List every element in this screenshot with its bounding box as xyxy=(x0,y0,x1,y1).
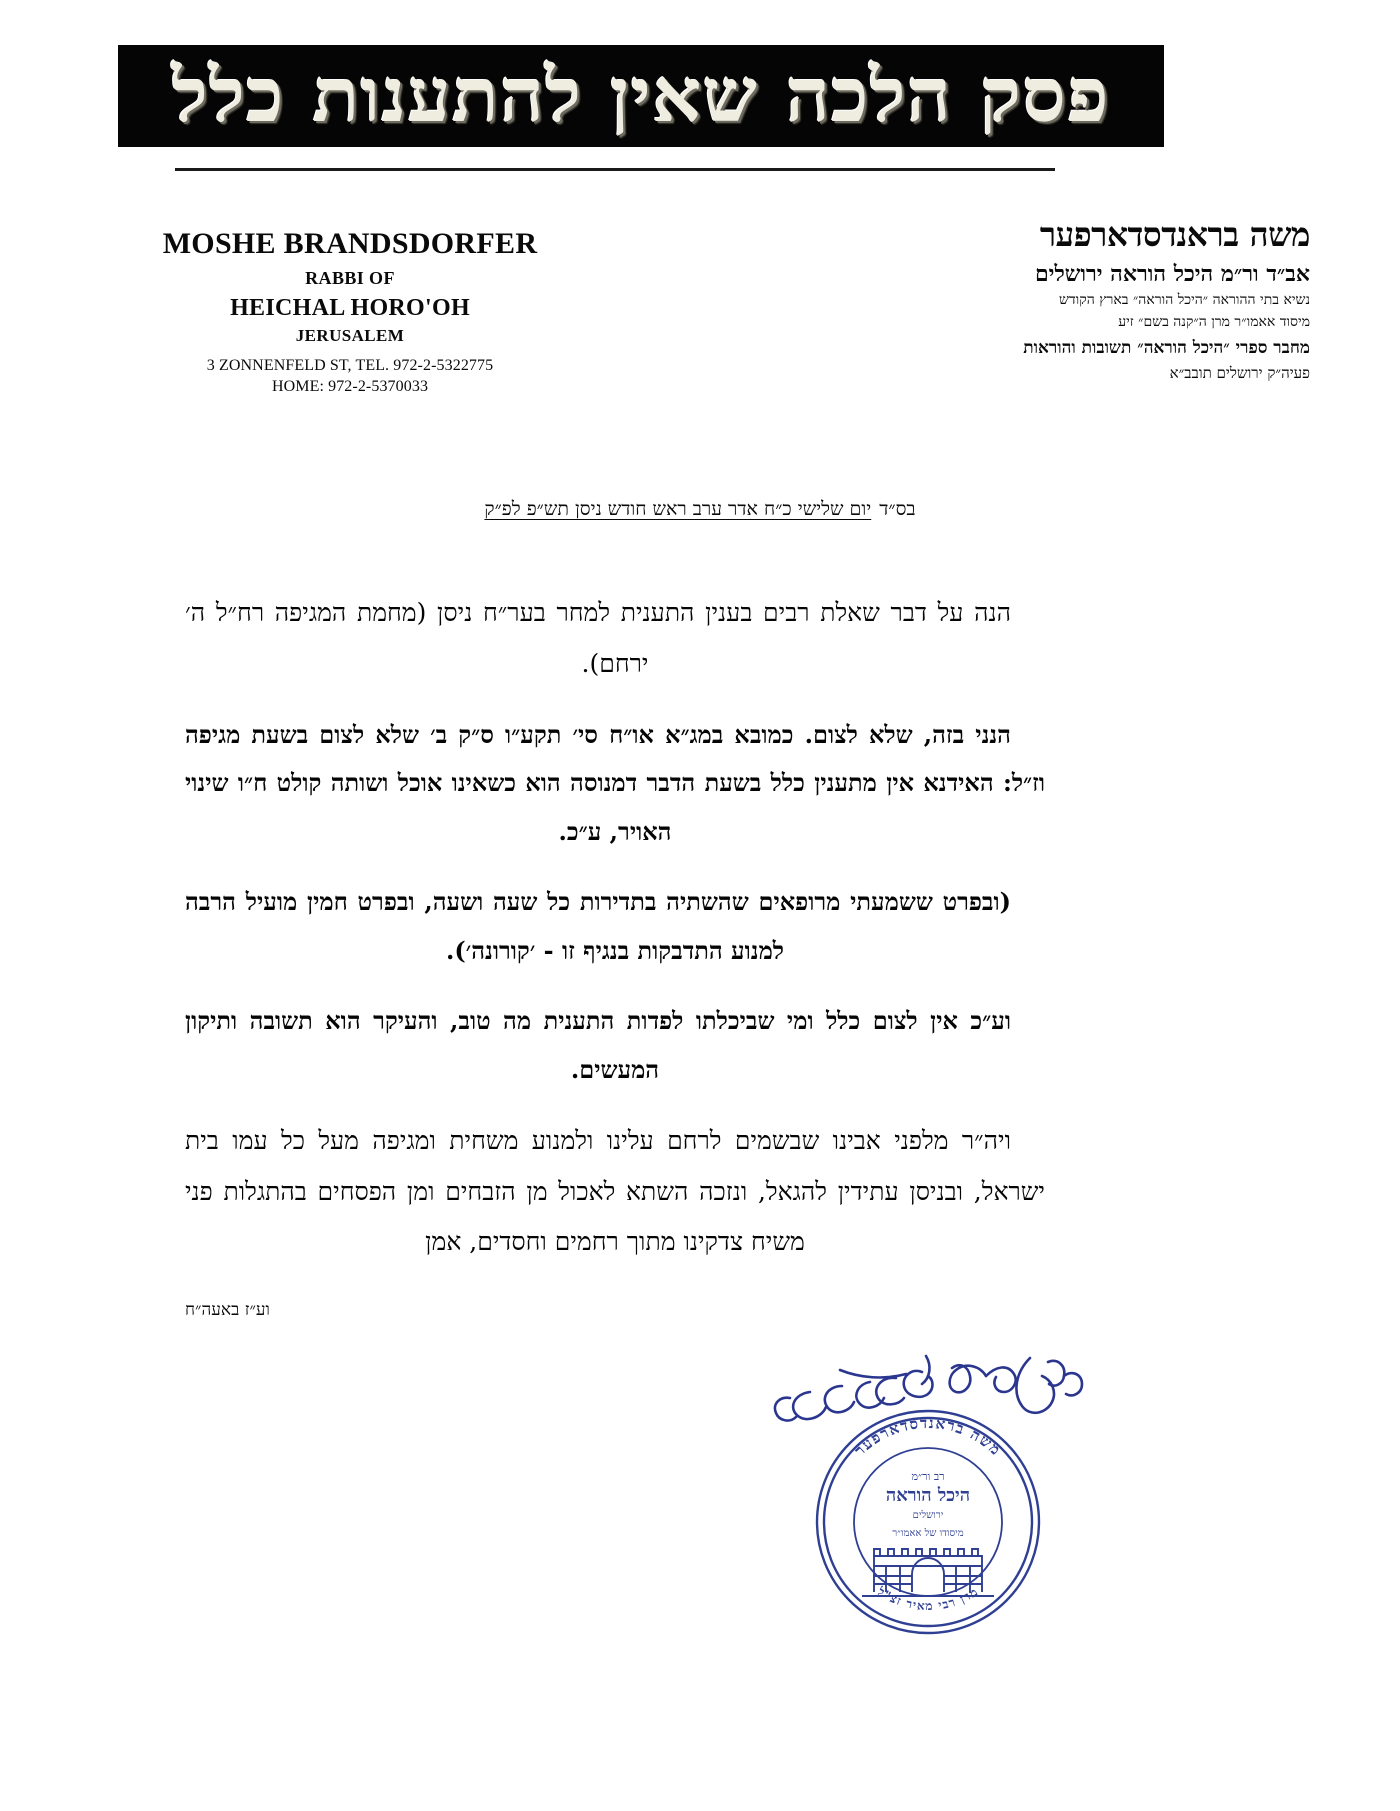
letterhead xyxy=(60,215,1350,405)
stamp-outer-top-text: משה בראנדסדארפער xyxy=(850,1413,1006,1460)
responsum-body xyxy=(185,588,1045,1290)
stamp-inner-top-text: רב ור״מ xyxy=(911,1470,945,1483)
letterhead-english xyxy=(100,227,600,397)
closing-formula: וע״ז באעה״ח xyxy=(185,1300,270,1320)
dateline xyxy=(0,498,1400,521)
paragraph-conclusion: וע״כ אין לצום כלל ומי שביכלתו לפדות התענית מה טוב, והעיקר הוא תשובה ותיקון המעשים. xyxy=(185,1006,1011,1084)
svg-text:משה בראנדסדארפער xyxy=(851,1414,1005,1460)
paragraph-ruling: הנני בזה, שלא לצום. כמובא במג״א או״ח סי׳ תקע״ו ס״ק ב׳ שלא לצום בשעת מגיפה וז״ל: האידנא אין מתענין כלל בשעת הדבר דמנוסה הוא כשאינו אוכל ושותה קולט ח״ו שינוי האויר, ע״כ. xyxy=(185,720,1046,846)
stamp-motto-text: מיסודו של אאמו״ר xyxy=(892,1528,964,1539)
rabbinical-stamp xyxy=(812,1406,1044,1638)
header-divider-rule xyxy=(175,168,1055,171)
banner-title-text: פסק הלכה שאין להתענות כלל xyxy=(172,53,1110,139)
rabbi-role-english: RABBI OF xyxy=(305,267,395,288)
stamp-outer-bottom-text: מרן רבי מאיר זצ"ל xyxy=(875,1584,981,1614)
paragraph-question: הנה על דבר שאלת רבים בענין התענית למחר בער״ח ניסן (מחמת המגיפה רח״ל ה׳ ירחם). xyxy=(185,598,1011,678)
institution-president-hebrew: נשיא בתי ההוראה ״היכל הוראה״ בארץ הקודש xyxy=(1058,291,1310,308)
paragraph-blessing: ויה״ר מלפני אבינו שבשמים לרחם עלינו ולמנוע משחית ומגיפה מעל כל עמו בית ישראל, ובניסן עתידין להגאל, ונזכה השתא לאכול מן הזבחים ומן הפסחים בהתגלות פני משיח צדקינו מתוך רחמים וחסדים, אמן xyxy=(185,1126,1045,1257)
address-english: 3 ZONNENFELD ST, TEL. 972-2-5322775 xyxy=(206,356,494,374)
stamp-center-line-text: היכל הוראה xyxy=(885,1485,971,1506)
rabbi-title-hebrew: אב״ד ור״מ היכל הוראה ירושלים xyxy=(1034,260,1310,287)
city-english: JERUSALEM xyxy=(295,325,405,345)
institution-english: HEICHAL HORO'OH xyxy=(230,294,470,321)
paragraph-medical-note: (ובפרט ששמעתי מרופאים שהשתיה בתדירות כל שעה ושעה, ובפרט חמין מועיל הרבה למנוע התדבקות בנגיף זו - ׳קורונה׳). xyxy=(185,887,1011,965)
city-hebrew: פעיה״ק ירושלים תובב״א xyxy=(1169,363,1310,382)
title-banner xyxy=(118,45,1164,147)
svg-text:מרן רבי מאיר זצ"ל xyxy=(874,1584,981,1613)
rabbi-name-hebrew: משה בראנדסדארפער xyxy=(1039,215,1310,254)
letterhead-hebrew xyxy=(750,215,1310,382)
stamp-center-sub-text: ירושלים xyxy=(912,1510,944,1521)
bsd-abbreviation: בס״ד xyxy=(879,498,916,520)
home-phone-english: HOME: 972-2-5370033 xyxy=(271,377,429,395)
founder-lineage-hebrew: מיסוד אאמו״ר מרן ה״קנה בשם״ זיע xyxy=(1118,314,1310,331)
hebrew-date-value: יום שלישי כ״ח אדר ערב ראש חודש ניסן תש״פ לפ״ק xyxy=(484,498,872,520)
authored-works-hebrew: מחבר ספרי ״היכל הוראה״ תשובות והוראות xyxy=(1023,338,1310,359)
rabbi-name-english: MOSHE BRANDSDORFER xyxy=(162,227,538,260)
